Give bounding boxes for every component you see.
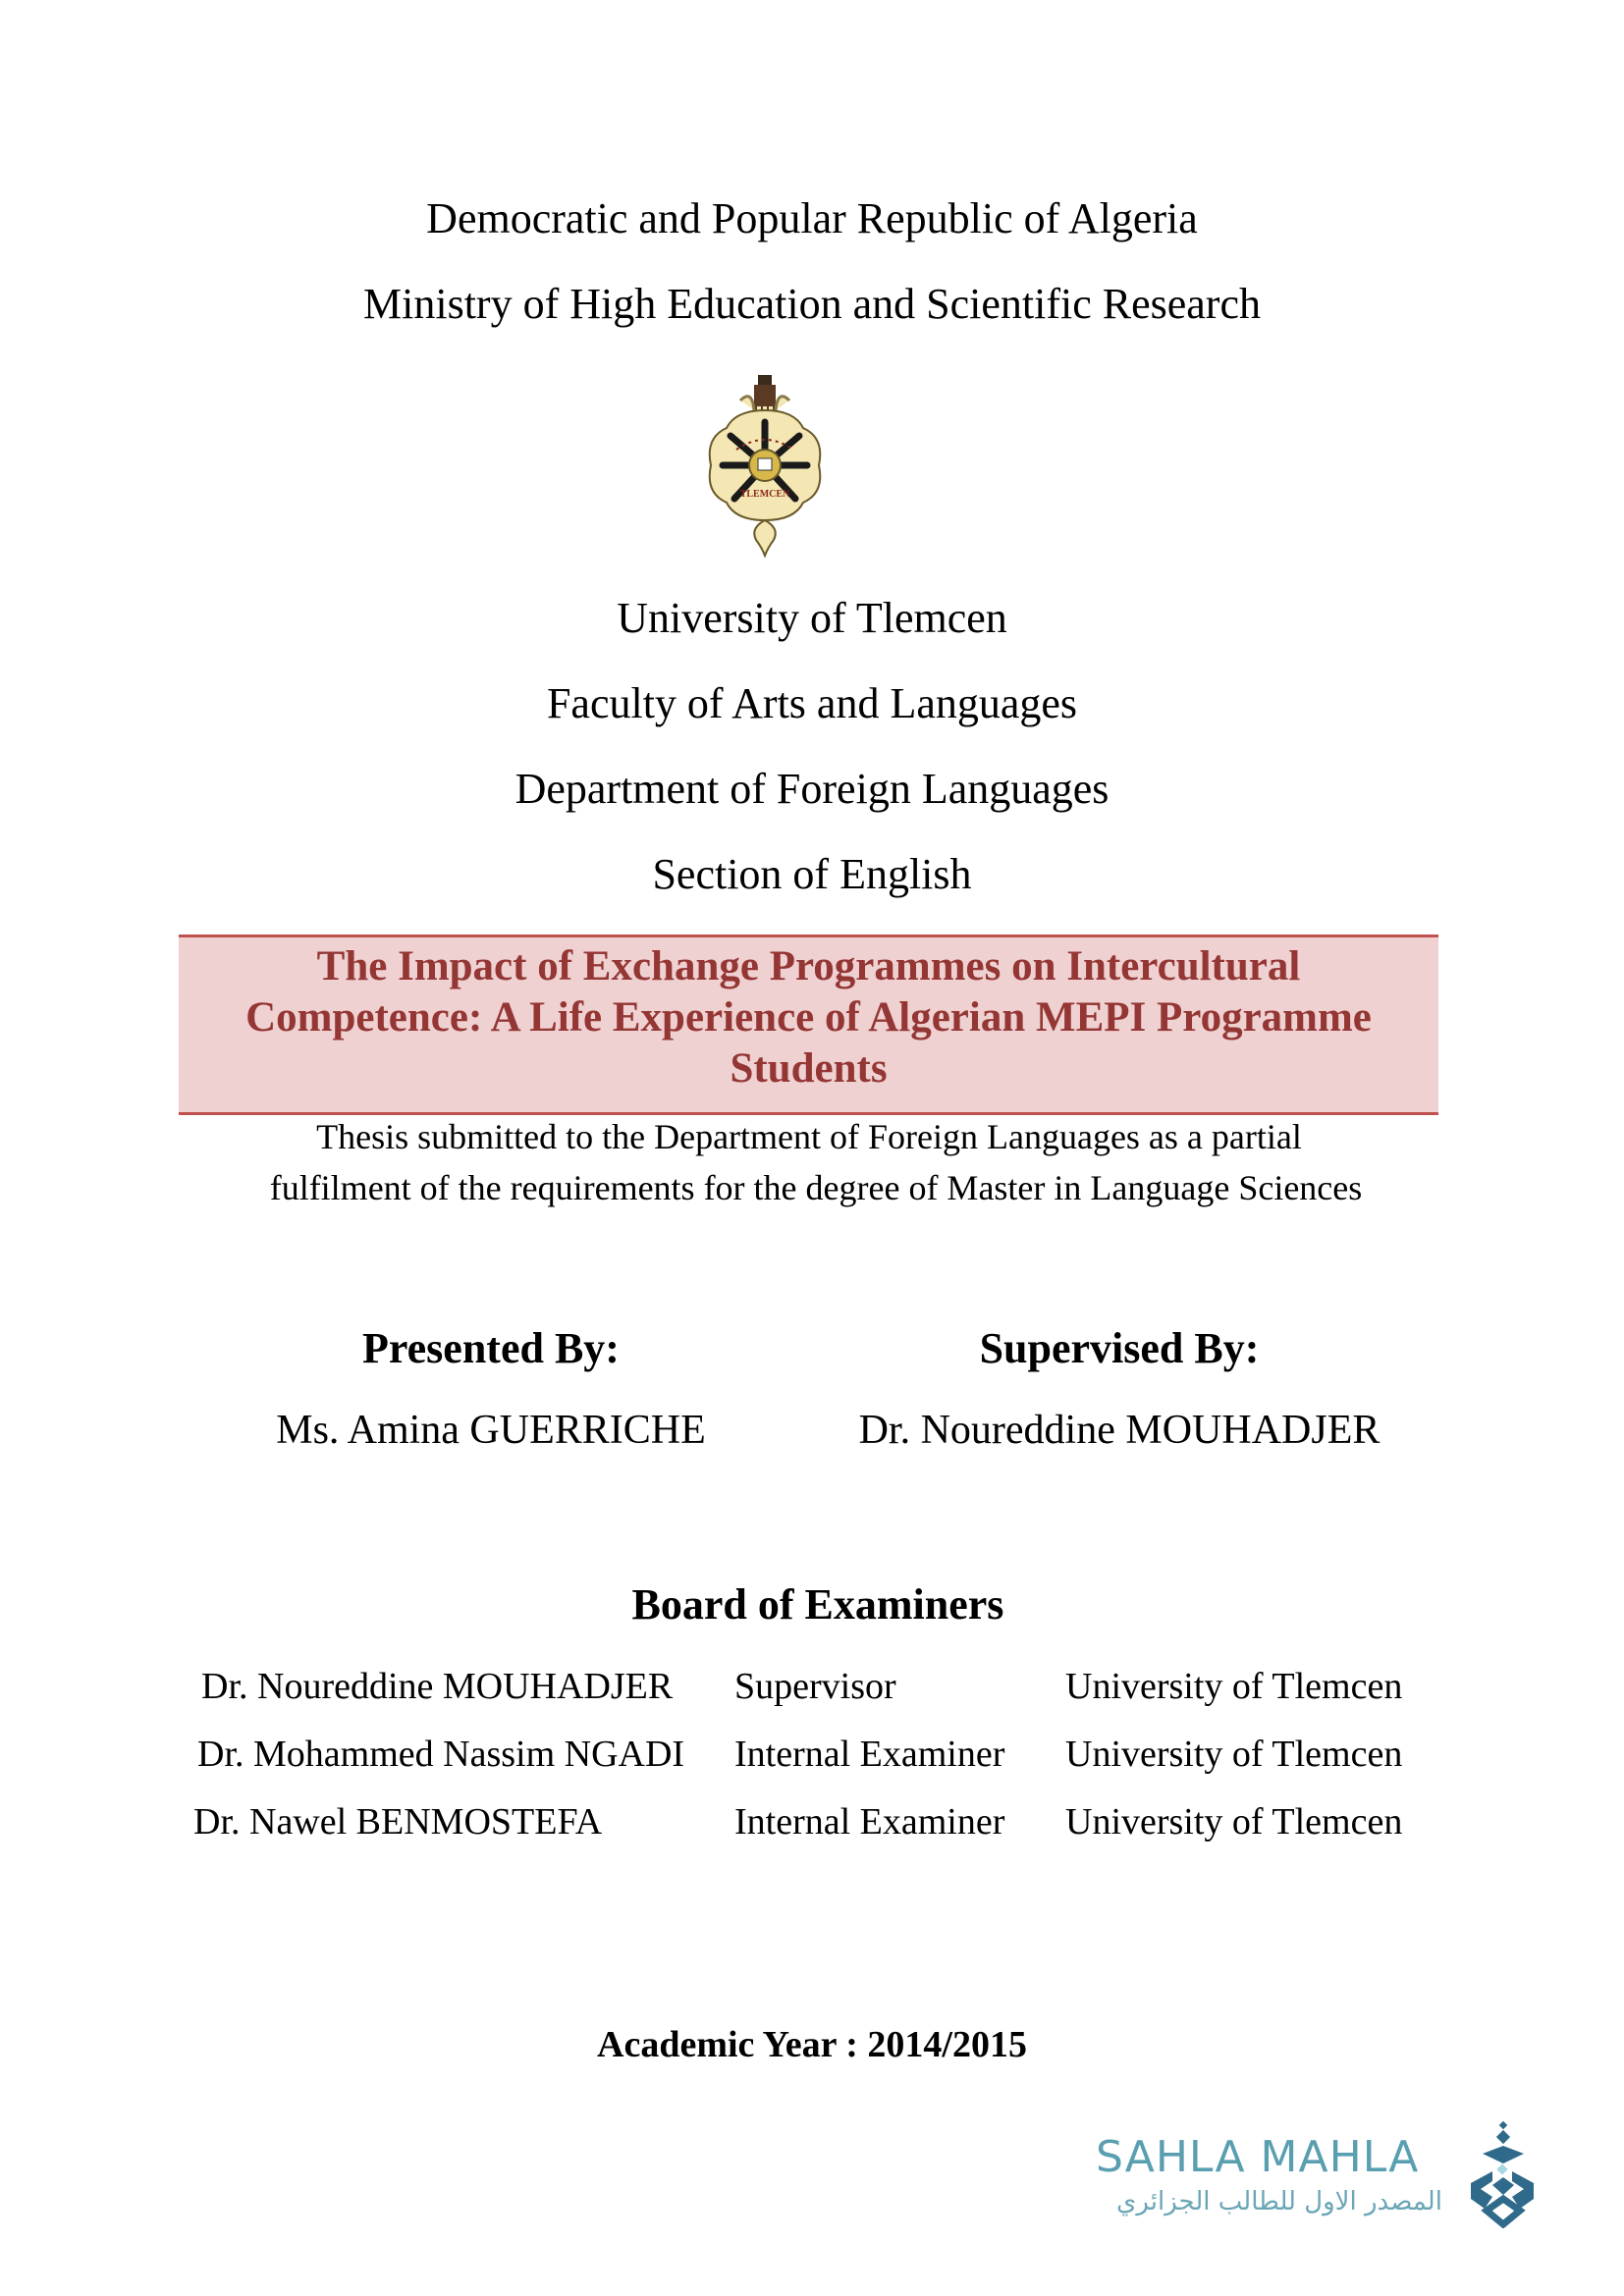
examiner-name: Dr. Mohammed Nassim NGADI xyxy=(197,1734,685,1775)
section-name: Section of English xyxy=(652,850,972,898)
examiner-affiliation: University of Tlemcen xyxy=(1065,1801,1403,1842)
sahla-mahla-calligraphy-logo-icon xyxy=(1463,2120,1542,2228)
examiner-role: Supervisor xyxy=(734,1666,896,1707)
thesis-title-box xyxy=(179,934,1438,1115)
academic-year: Academic Year : 2014/2015 xyxy=(597,2024,1027,2065)
university-name: University of Tlemcen xyxy=(617,594,1007,642)
watermark-brand: SAHLA MAHLA xyxy=(1096,2132,1420,2182)
thesis-title-line-1: The Impact of Exchange Programmes on Intercultural xyxy=(316,943,1301,989)
supervisor-name: Dr. Noureddine MOUHADJER xyxy=(858,1408,1380,1453)
examiner-role: Internal Examiner xyxy=(734,1801,1005,1842)
ministry-heading: Ministry of High Education and Scientific Research xyxy=(363,280,1261,328)
thesis-statement-line-1: Thesis submitted to the Department of Foreign Languages as a partial xyxy=(316,1117,1302,1156)
department-name: Department of Foreign Languages xyxy=(514,765,1110,813)
university-of-tlemcen-emblem-icon xyxy=(701,371,829,558)
watermark-tagline: المصدر الاول للطالب الجزائري xyxy=(1116,2187,1442,2216)
presented-by-label: Presented By: xyxy=(362,1324,620,1372)
sahla-mahla-watermark xyxy=(1090,2120,1551,2238)
svg-text:TLEMCEN: TLEMCEN xyxy=(739,489,790,500)
examiner-role: Internal Examiner xyxy=(734,1734,1005,1775)
examiner-affiliation: University of Tlemcen xyxy=(1065,1734,1403,1775)
country-heading: Democratic and Popular Republic of Algeria xyxy=(426,194,1198,242)
examiner-name: Dr. Nawel BENMOSTEFA xyxy=(193,1801,603,1842)
examiner-name: Dr. Noureddine MOUHADJER xyxy=(201,1666,674,1707)
faculty-name: Faculty of Arts and Languages xyxy=(546,679,1078,727)
board-of-examiners-heading: Board of Examiners xyxy=(631,1580,1004,1629)
presenter-name: Ms. Amina GUERRICHE xyxy=(276,1408,706,1453)
supervised-by-label: Supervised By: xyxy=(979,1324,1260,1372)
thesis-statement-line-2: fulfilment of the requirements for the degree of Master in Language Sciences xyxy=(269,1168,1363,1207)
board-row xyxy=(0,1730,1624,1779)
thesis-title-line-3: Students xyxy=(730,1045,888,1092)
examiner-affiliation: University of Tlemcen xyxy=(1065,1666,1403,1707)
board-row xyxy=(0,1662,1624,1711)
thesis-title-line-2: Competence: A Life Experience of Algerian MEPI Programme xyxy=(245,994,1372,1041)
board-row xyxy=(0,1797,1624,1846)
